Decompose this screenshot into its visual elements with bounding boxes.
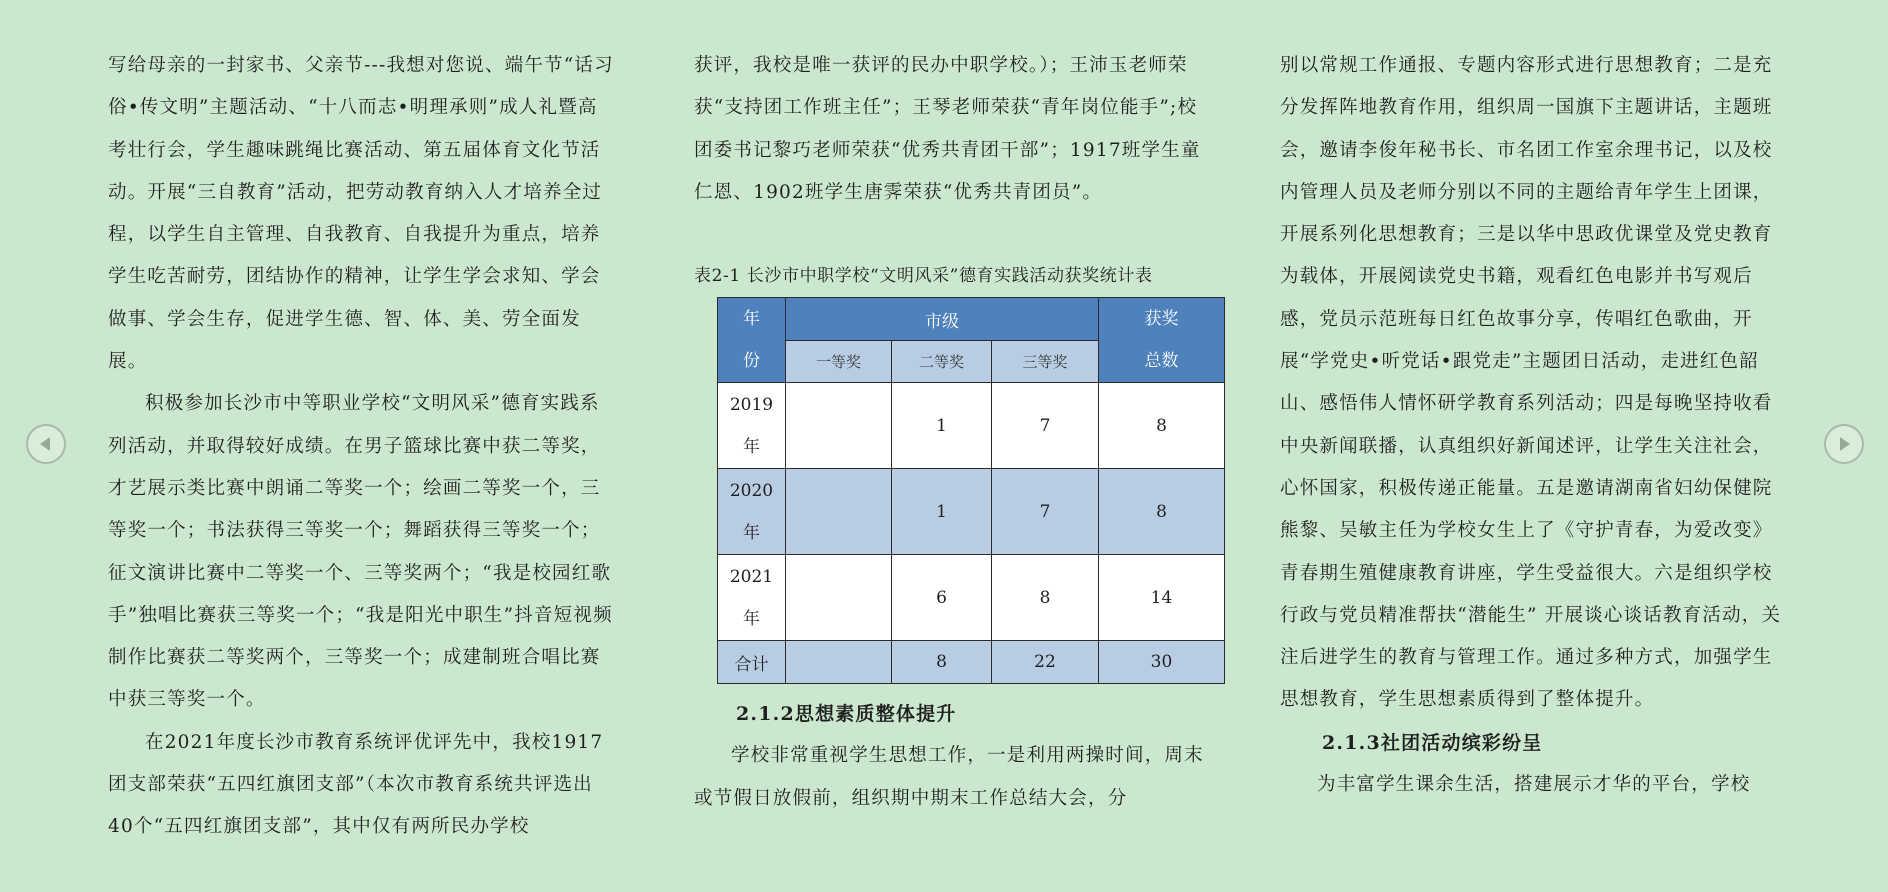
first-prize-cell [786, 555, 892, 641]
header-second-prize: 二等奖 [892, 341, 992, 383]
year-suffix: 年 [743, 522, 760, 543]
paragraph: 积极参加长沙市中等职业学校“文明风采”德育实践系列活动，并取得较好成绩。在男子篮球比赛中获二等奖，才艺展示类比赛中朗诵二等奖一个；绘画二等奖一个，三等奖一个；书法获得三等奖一个；舞蹈获得三等奖一个；征文演讲比赛中二等奖一个、三等奖两个；“我是校园红歌手”独唱比赛获三等奖一个；“我是阳光中职生”抖音短视频制作比赛获二等奖两个，三等奖一个；成建制班合唱比赛中获三等奖一个。 [108, 393, 613, 711]
paragraph: 为丰富学生课余生活，搭建展示才华的平台，学校 [1317, 774, 1751, 796]
year-cell [718, 383, 786, 469]
header-total [1099, 298, 1225, 383]
third-prize-cell: 8 [992, 555, 1099, 641]
text-column-left [108, 45, 616, 849]
chevron-left-icon [28, 426, 64, 462]
third-prize-cell: 7 [992, 469, 1099, 555]
text-column-middle-lower [694, 693, 1204, 820]
sum-label: 合计 [718, 641, 786, 684]
paragraph: 别以常规工作通报、专题内容形式进行思想教育；二是充分发挥阵地教育作用，组织周一国旗下主题讲话，主题班会，邀请李俊年秘书长、市名团工作室余理书记，以及校内管理人员及老师分别以不同的主题给青年学生上团课，开展系列化思想教育；三是以华中思政优课堂及党史教育为载体，开展阅读党史书籍，观看红色电影并书写观后感，党员示范班每日红色故事分享，传唱红色歌曲，开展“学党史•听党话•跟党走”主题团日活动，走进红色韶山、感悟伟人情怀研学教育系列活动；四是每晚坚持收看中央新闻联播，认真组织好新闻述评，让学生关注社会，心怀国家，积极传递正能量。五是邀请湖南省妇幼保健院熊黎、吴敏主任为学校女生上了《守护青春，为爱改变》青春期生殖健康教育讲座，学生受益很大。六是组织学校行政与党员精准帮扶“潜能生” 开展谈心谈话教育活动，关注后进学生的教育与管理工作。通过多种方式，加强学生思想教育，学生思想素质得到了整体提升。 [1280, 55, 1782, 711]
year-suffix: 年 [743, 436, 760, 457]
header-total-bottom: 总数 [1144, 351, 1179, 371]
year-value: 2020 [729, 480, 774, 501]
header-year-top: 年 [743, 309, 760, 329]
sum-total: 30 [1099, 641, 1225, 684]
section-heading: 2.1.3社团活动缤彩纷呈 [1322, 731, 1543, 754]
chevron-right-icon [1826, 426, 1862, 462]
header-third-prize: 三等奖 [992, 341, 1099, 383]
total-cell: 8 [1099, 469, 1225, 555]
table-row [718, 555, 1225, 641]
table-sum-row [718, 641, 1225, 684]
first-prize-cell [786, 469, 892, 555]
table-caption: 表2-1 长沙市中职学校“文明风采”德育实践活动获奖统计表 [694, 266, 1153, 286]
paragraph: 写给母亲的一封家书、父亲节---我想对您说、端午节“话习俗•传文明”主题活动、“十八而志•明理承则”成人礼暨高考壮行会，学生趣味跳绳比赛活动、第五届体育文化节活动。开展“三自教育”活动，把劳动教育纳入人才培养全过程，以学生自主管理、自我教育、自我提升为重点，培养学生吃苦耐劳，团结协作的精神，让学生学会求知、学会做事、学会生存，促进学生德、智、体、美、劳全面发展。 [108, 55, 614, 373]
third-prize-cell: 7 [992, 383, 1099, 469]
paragraph: 在2021年度长沙市教育系统评优评先中，我校1917团支部荣获“五四红旗团支部”（本次市教育系统共评选出40个“五四红旗团支部”，其中仅有两所民办学校 [108, 731, 604, 838]
second-prize-cell: 1 [892, 469, 992, 555]
sum-first-prize [786, 641, 892, 684]
header-year [718, 298, 786, 383]
header-total-top: 获奖 [1144, 309, 1179, 329]
header-city-level: 市级 [786, 298, 1099, 341]
previous-page-button[interactable] [26, 424, 66, 464]
text-column-middle [694, 45, 1204, 214]
sum-second-prize: 8 [892, 641, 992, 684]
next-page-button[interactable] [1824, 424, 1864, 464]
second-prize-cell: 6 [892, 555, 992, 641]
header-first-prize: 一等奖 [786, 341, 892, 383]
year-cell [718, 469, 786, 555]
text-column-right [1280, 45, 1788, 806]
paragraph: 学校非常重视学生思想工作，一是利用两操时间，周末或节假日放假前，组织期中期末工作总结大会，分 [694, 745, 1204, 809]
paragraph: 获评，我校是唯一获评的民办中职学校。）；王沛玉老师荣获“支持团工作班主任”；王琴老师荣获“青年岗位能手”;校团委书记黎巧老师荣获“优秀共青团干部”；1917班学生童仁恩、1902班学生唐霁荣获“优秀共青团员”。 [694, 55, 1201, 203]
sum-third-prize: 22 [992, 641, 1099, 684]
table-row [718, 469, 1225, 555]
section-heading: 2.1.2思想素质整体提升 [736, 703, 957, 725]
first-prize-cell [786, 383, 892, 469]
year-value: 2021 [729, 566, 774, 587]
second-prize-cell: 1 [892, 383, 992, 469]
table-row [718, 383, 1225, 469]
year-value: 2019 [729, 394, 774, 415]
header-year-bottom: 份 [743, 351, 760, 371]
year-cell [718, 555, 786, 641]
total-cell: 14 [1099, 555, 1225, 641]
year-suffix: 年 [743, 608, 760, 629]
total-cell: 8 [1099, 383, 1225, 469]
award-statistics-table [717, 297, 1225, 684]
